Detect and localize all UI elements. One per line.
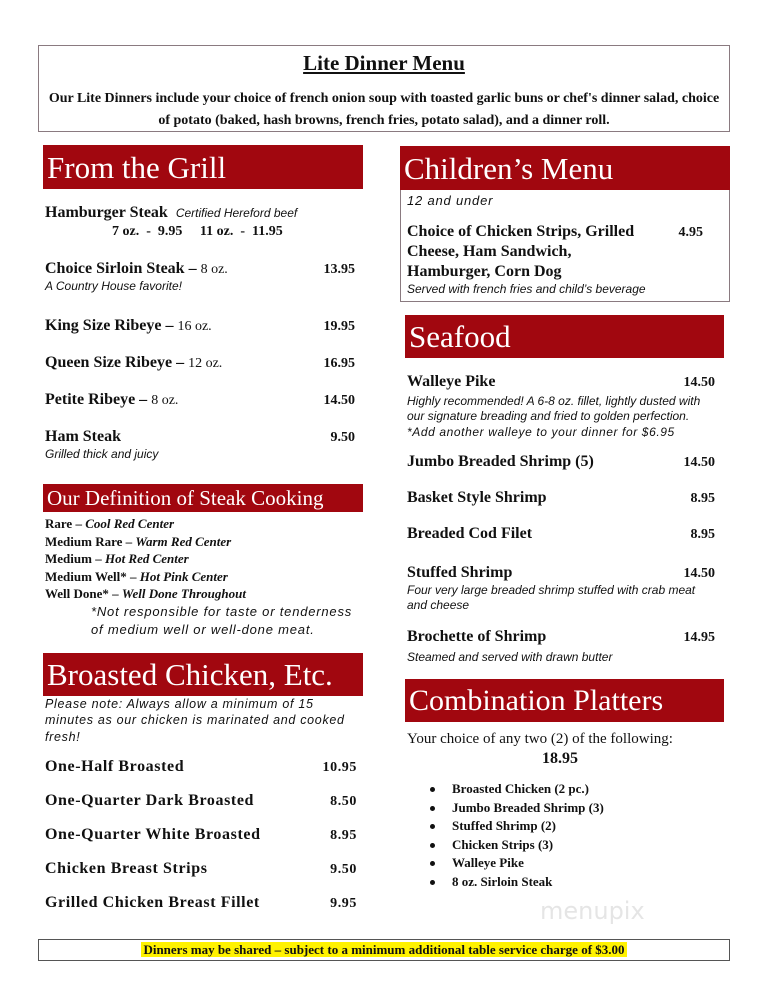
grill-item: Queen Size Ribeye – 12 oz. 16.95 (45, 354, 355, 371)
chicken-item: Grilled Chicken Breast Fillet 9.95 (45, 894, 357, 911)
seafood-item: Jumbo Breaded Shrimp (5) 14.50 (407, 453, 715, 470)
cooking-level: Well Done* – Well Done Throughout (45, 586, 246, 601)
left-column (43, 145, 363, 913)
right-column (400, 146, 730, 891)
children-box (400, 190, 730, 302)
grill-item: King Size Ribeye – 16 oz. 19.95 (45, 317, 355, 334)
seafood-item: Walleye Pike 14.50 Highly recommended! A 6-8 oz. fillet, lightly dusted with our signature breading and fried to golden perfection. *Add another walleye to your dinner for $6.95 (407, 373, 715, 439)
combo-option: Jumbo Breaded Shrimp (3) (428, 799, 724, 818)
chicken-item: Chicken Breast Strips 9.50 (45, 860, 357, 877)
seafood-item: Brochette of Shrimp 14.95 Steamed and served with drawn butter (407, 628, 715, 664)
cooking-level: Rare – Cool Red Center (45, 516, 175, 531)
children-item: Choice of Chicken Strips, Grilled Cheese, Ham Sandwich, Hamburger, Corn Dog 4.95 (407, 223, 703, 280)
combo-option: Walleye Pike (428, 854, 724, 873)
combo-option: 8 oz. Sirloin Steak (428, 873, 724, 892)
grill-item: Petite Ribeye – 8 oz. 14.50 (45, 391, 355, 408)
chicken-note: Please note: Always allow a minimum of 15 minutes as our chicken is marinated and cooked fresh! (45, 696, 345, 744)
header-box (38, 45, 730, 132)
seafood-item: Basket Style Shrimp 8.95 (407, 489, 715, 506)
watermark-logo: menupix (540, 897, 645, 925)
grill-item: Hamburger Steak Certified Hereford beef (45, 204, 298, 221)
combo-price: 18.95 (542, 750, 578, 767)
combo-option: Broasted Chicken (2 pc.) (428, 780, 724, 799)
seafood-item: Stuffed Shrimp 14.50 Four very large breaded shrimp stuffed with crab meat and cheese (407, 564, 715, 612)
combo-intro: Your choice of any two (2) of the following: (407, 731, 673, 747)
children-heading: Children’s Menu (400, 146, 730, 190)
cooking-disclaimer: *Not responsible for taste or tenderness of medium well or well-done meat. (91, 603, 353, 637)
seafood-item: Breaded Cod Filet 8.95 (407, 525, 715, 542)
children-price: 4.95 (678, 225, 703, 240)
children-desc: Served with french fries and child’s beverage (407, 282, 646, 296)
grill-item-sizes: 7 oz. - 9.95 11 oz. - 11.95 (112, 224, 283, 239)
grill-item: Choice Sirloin Steak – 8 oz. 13.95 A Country House favorite! (45, 260, 355, 293)
footer-box (38, 939, 730, 961)
chicken-item: One-Half Broasted 10.95 (45, 758, 357, 775)
cooking-level: Medium Well* – Hot Pink Center (45, 568, 228, 584)
chicken-item: One-Quarter Dark Broasted 8.50 (45, 792, 357, 809)
grill-heading: From the Grill (43, 145, 363, 189)
combo-options (428, 780, 724, 891)
chicken-heading: Broasted Chicken, Etc. (43, 653, 363, 696)
cooking-levels (43, 515, 363, 603)
combo-heading: Combination Platters (405, 679, 724, 722)
menu-intro: Our Lite Dinners include your choice of french onion soup with toasted garlic buns or chef's dinner salad, choice of potato (baked, hash browns, french fries, potato salad), and a dinner roll. (48, 91, 720, 128)
combo-option: Chicken Strips (3) (428, 836, 724, 855)
chicken-items (43, 757, 357, 913)
cooking-heading: Our Definition of Steak Cooking (43, 484, 363, 512)
cooking-level: Medium Rare – Warm Red Center (45, 533, 232, 549)
chicken-item: One-Quarter White Broasted 8.95 (45, 826, 357, 843)
grill-item: Ham Steak 9.50 Grilled thick and juicy (45, 428, 355, 461)
sharing-notice: Dinners may be shared – subject to a minimum additional table service charge of $3.00 (143, 942, 625, 957)
grill-items (43, 203, 355, 462)
seafood-heading: Seafood (405, 315, 724, 358)
menu-title: Lite Dinner Menu (303, 51, 465, 75)
seafood-items (405, 372, 715, 665)
combo-option: Stuffed Shrimp (2) (428, 817, 724, 836)
children-age: 12 and under (407, 193, 494, 208)
cooking-level: Medium – Hot Red Center (45, 551, 189, 566)
